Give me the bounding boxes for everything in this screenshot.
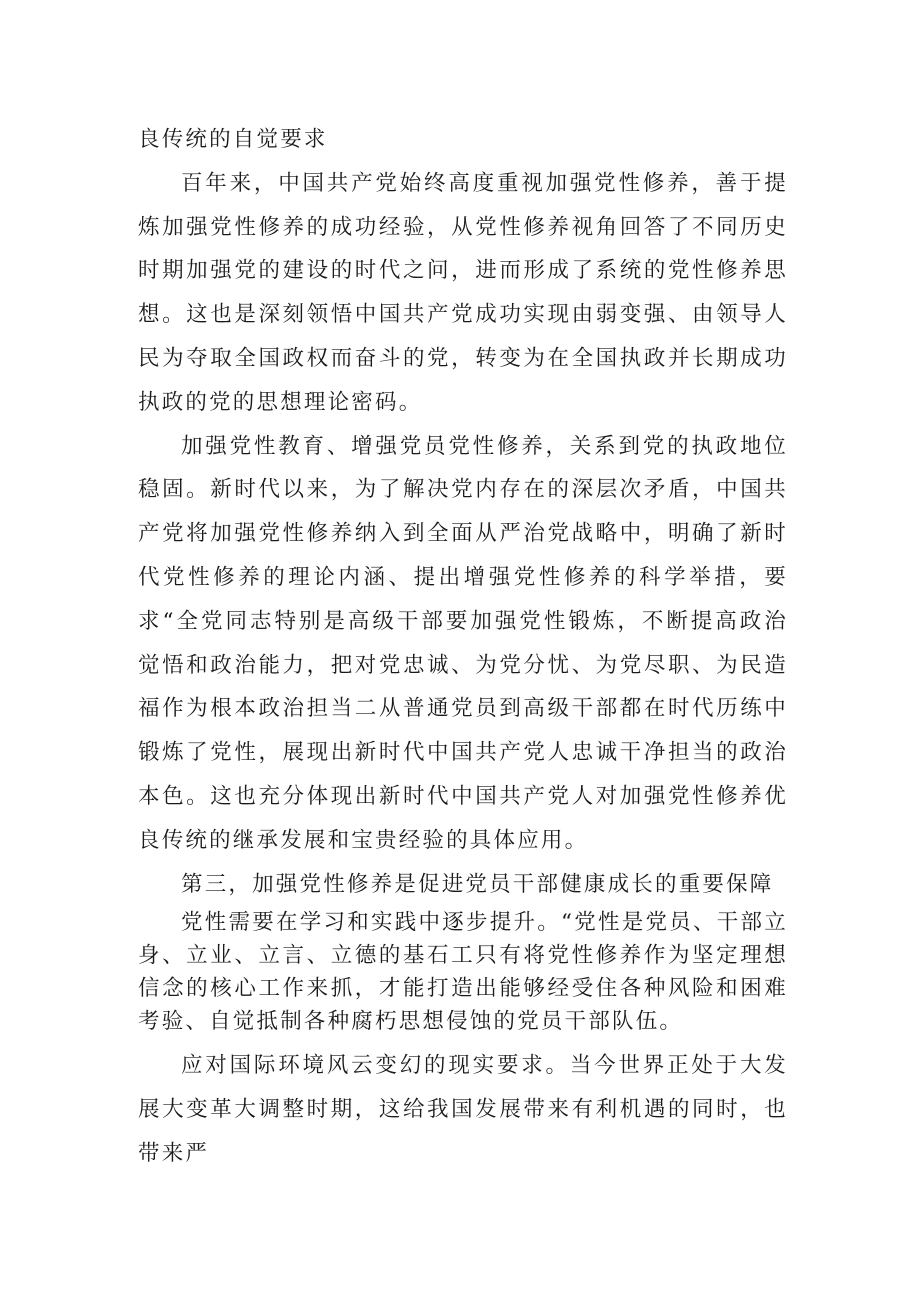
paragraph-practice-improvement: 党性需要在学习和实践中逐步提升。“党性是党员、干部立身、立业、立言、立德的基石工只有将党性修养作为坚定理想信念的核心工作来抓，才能打造出能够经受住各种风险和困难考验、自觉抵制各种腐朽思想侵蚀的党员干部队伍。 <box>138 910 788 1035</box>
paragraph-continuation: 良传统的自觉要求 <box>138 127 328 152</box>
section-heading-third: 第三，加强党性修养是促进党员干部健康成长的重要保障 <box>181 871 774 897</box>
paragraph-international-environment: 应对国际环境风云变幻的现实要求。当今世界正处于大发展大变革大调整时期，这给我国发展带来有利机遇的同时，也带来严 <box>138 1053 788 1166</box>
document-body <box>138 118 788 1176</box>
paragraph-new-era-education: 加强党性教育、增强党员党性修养，关系到党的执政地位稳固。新时代以来，为了解决党内存在的深层次矛盾，中国共产党将加强党性修养纳入到全面从严治党战略中，明确了新时代党性修养的理论内涵、提出增强党性修养的科学举措，要求“全党同志特别是高级干部要加强党性锻炼，不断提高政治觉悟和政治能力，把对党忠诚、为党分忧、为党尽职、为民造福作为根本政治担当二从普通党员到高级干部都在时代历练中锻炼了党性，展现出新时代中国共产党人忠诚干净担当的政治本色。这也充分体现出新时代中国共产党人对加强党性修养优良传统的继承发展和宝贵经验的具体应用。 <box>138 433 788 853</box>
paragraph-party-spirit-history: 百年来，中国共产党始终高度重视加强党性修养，善于提炼加强党性修养的成功经验，从党性修养视角回答了不同历史时期加强党的建设的时代之问，进而形成了系统的党性修养思想。这也是深刻领悟中国共产党成功实现由弱变强、由领导人民为夺取全国政权而奋斗的党，转变为在全国执政并长期成功执政的党的思想理论密码。 <box>138 170 788 415</box>
